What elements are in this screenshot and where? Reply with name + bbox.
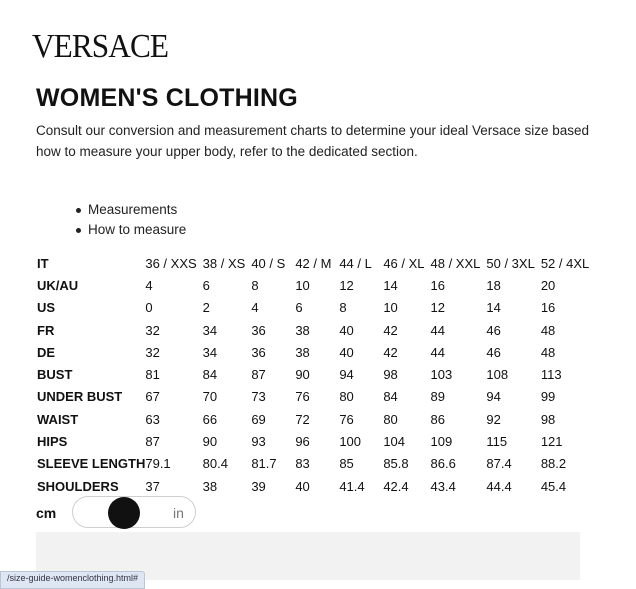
table-cell: 87 bbox=[145, 434, 160, 450]
table-cell: 86.6 bbox=[430, 456, 456, 472]
size-table-body bbox=[33, 252, 595, 497]
table-cell: 38 bbox=[295, 344, 310, 360]
table-cell: 6 bbox=[202, 277, 210, 293]
table-cell: 39 bbox=[251, 478, 266, 494]
table-cell: 88.2 bbox=[540, 456, 567, 472]
table-cell: 37 bbox=[145, 478, 160, 494]
table-cell: 89 bbox=[430, 389, 445, 405]
intro-line-1: Consult our conversion and measurement charts to determine your ideal Versace size based bbox=[36, 123, 590, 138]
table-cell: 76 bbox=[339, 411, 354, 427]
table-cell: 38 bbox=[295, 322, 310, 338]
table-row bbox=[33, 386, 595, 408]
table-cell: 100 bbox=[339, 434, 362, 450]
table-cell: 44.4 bbox=[486, 478, 512, 494]
row-header: SHOULDERS bbox=[37, 478, 119, 494]
table-cell: 48 bbox=[540, 322, 556, 338]
row-header: US bbox=[37, 300, 56, 316]
page-title: WOMEN'S CLOTHING bbox=[36, 84, 298, 112]
row-header: HIPS bbox=[37, 434, 68, 450]
table-cell: 94 bbox=[339, 367, 354, 383]
table-cell: 99 bbox=[540, 389, 556, 405]
table-cell: 50 / 3XL bbox=[486, 255, 535, 271]
table-cell: 42.4 bbox=[383, 478, 409, 494]
table-cell: 90 bbox=[295, 367, 310, 383]
row-header: SLEEVE LENGTH bbox=[37, 456, 146, 472]
section-link-how-to-measure[interactable]: How to measure bbox=[74, 220, 186, 240]
table-cell: 84 bbox=[383, 389, 398, 405]
table-cell: 121 bbox=[540, 434, 563, 450]
status-bar-url: /size-guide-womenclothing.html# bbox=[0, 571, 145, 589]
table-cell: 14 bbox=[383, 277, 398, 293]
table-cell: 2 bbox=[202, 300, 210, 316]
unit-toggle bbox=[36, 496, 236, 532]
table-row bbox=[33, 252, 595, 274]
table-cell: 10 bbox=[295, 277, 310, 293]
table-cell: 18 bbox=[486, 277, 501, 293]
table-cell: 46 bbox=[486, 344, 501, 360]
table-cell: 63 bbox=[145, 411, 160, 427]
table-row bbox=[33, 408, 595, 430]
table-row bbox=[33, 430, 595, 452]
table-cell: 4 bbox=[251, 300, 259, 316]
table-cell: 16 bbox=[430, 277, 445, 293]
table-cell: 86 bbox=[430, 411, 445, 427]
row-header: WAIST bbox=[37, 411, 79, 427]
table-cell: 87 bbox=[251, 367, 266, 383]
row-header: IT bbox=[37, 255, 49, 271]
table-cell: 87.4 bbox=[486, 456, 512, 472]
unit-cm-label[interactable]: cm bbox=[36, 505, 57, 521]
table-cell: 113 bbox=[540, 367, 562, 383]
table-cell: 36 bbox=[251, 322, 266, 338]
table-cell: 10 bbox=[383, 300, 398, 316]
table-row bbox=[33, 319, 595, 341]
table-cell: 42 / M bbox=[295, 255, 332, 271]
row-header: DE bbox=[37, 344, 56, 360]
table-cell: 12 bbox=[339, 277, 354, 293]
table-cell: 67 bbox=[145, 389, 160, 405]
table-cell: 20 bbox=[540, 277, 556, 293]
table-cell: 52 / 4XL bbox=[540, 255, 590, 271]
table-cell: 38 bbox=[202, 478, 218, 494]
table-cell: 98 bbox=[540, 411, 556, 427]
versace-logo[interactable]: VERSACE bbox=[32, 28, 169, 65]
table-cell: 46 / XL bbox=[383, 255, 425, 271]
switch-knob[interactable] bbox=[108, 497, 140, 529]
table-cell: 38 / XS bbox=[202, 255, 246, 271]
table-cell: 40 bbox=[295, 478, 310, 494]
table-cell: 36 / XXS bbox=[145, 255, 197, 271]
table-cell: 96 bbox=[295, 434, 310, 450]
table-cell: 8 bbox=[251, 277, 259, 293]
table-cell: 66 bbox=[202, 411, 218, 427]
table-cell: 42 bbox=[383, 322, 398, 338]
table-row bbox=[33, 475, 595, 497]
unit-in-label[interactable]: in bbox=[173, 505, 184, 521]
table-cell: 40 bbox=[339, 344, 354, 360]
intro-text bbox=[36, 120, 636, 162]
table-cell: 84 bbox=[202, 367, 218, 383]
table-cell: 36 bbox=[251, 344, 266, 360]
table-cell: 44 bbox=[430, 322, 445, 338]
table-cell: 115 bbox=[486, 434, 508, 450]
table-cell: 103 bbox=[430, 367, 453, 383]
table-row bbox=[33, 274, 595, 296]
row-header: UNDER BUST bbox=[37, 389, 123, 405]
table-cell: 42 bbox=[383, 344, 398, 360]
table-cell: 12 bbox=[430, 300, 445, 316]
table-cell: 8 bbox=[339, 300, 347, 316]
table-cell: 72 bbox=[295, 411, 310, 427]
table-cell: 81 bbox=[145, 367, 160, 383]
table-cell: 85.8 bbox=[383, 456, 409, 472]
table-cell: 85 bbox=[339, 456, 354, 472]
table-cell: 80.4 bbox=[202, 456, 228, 472]
table-cell: 80 bbox=[383, 411, 398, 427]
section-links bbox=[74, 200, 186, 240]
table-cell: 0 bbox=[145, 300, 153, 316]
table-cell: 45.4 bbox=[540, 478, 567, 494]
table-cell: 92 bbox=[486, 411, 501, 427]
table-cell: 80 bbox=[339, 389, 354, 405]
section-link-measurements[interactable]: Measurements bbox=[74, 200, 186, 220]
table-cell: 32 bbox=[145, 344, 160, 360]
table-cell: 46 bbox=[486, 322, 501, 338]
table-cell: 90 bbox=[202, 434, 218, 450]
table-cell: 34 bbox=[202, 344, 218, 360]
table-cell: 48 / XXL bbox=[430, 255, 481, 271]
table-cell: 40 bbox=[339, 322, 354, 338]
table-cell: 109 bbox=[430, 434, 453, 450]
table-cell: 32 bbox=[145, 322, 160, 338]
table-cell: 79.1 bbox=[145, 456, 171, 472]
table-cell: 40 / S bbox=[251, 255, 286, 271]
table-cell: 14 bbox=[486, 300, 501, 316]
table-cell: 48 bbox=[540, 344, 556, 360]
table-cell: 4 bbox=[145, 277, 153, 293]
table-cell: 34 bbox=[202, 322, 218, 338]
table-cell: 44 / L bbox=[339, 255, 372, 271]
table-cell: 98 bbox=[383, 367, 398, 383]
table-cell: 69 bbox=[251, 411, 266, 427]
table-row bbox=[33, 341, 595, 363]
table-row bbox=[33, 363, 595, 385]
intro-line-2: how to measure your upper body, refer to the dedicated section. bbox=[36, 144, 418, 159]
row-header: FR bbox=[37, 322, 55, 338]
table-cell: 44 bbox=[430, 344, 445, 360]
table-cell: 93 bbox=[251, 434, 266, 450]
table-cell: 41.4 bbox=[339, 478, 365, 494]
table-cell: 81.7 bbox=[251, 456, 277, 472]
table-cell: 16 bbox=[540, 300, 556, 316]
table-row bbox=[33, 453, 595, 475]
table-cell: 76 bbox=[295, 389, 310, 405]
table-cell: 6 bbox=[295, 300, 303, 316]
table-row bbox=[33, 297, 595, 319]
row-header: BUST bbox=[37, 367, 73, 383]
table-cell: 70 bbox=[202, 389, 218, 405]
table-cell: 83 bbox=[295, 456, 310, 472]
table-cell: 43.4 bbox=[430, 478, 456, 494]
table-cell: 94 bbox=[486, 389, 501, 405]
row-header: UK/AU bbox=[37, 277, 79, 293]
size-conversion-table bbox=[33, 252, 595, 497]
table-cell: 108 bbox=[486, 367, 509, 383]
table-cell: 73 bbox=[251, 389, 266, 405]
table-cell: 104 bbox=[383, 434, 406, 450]
